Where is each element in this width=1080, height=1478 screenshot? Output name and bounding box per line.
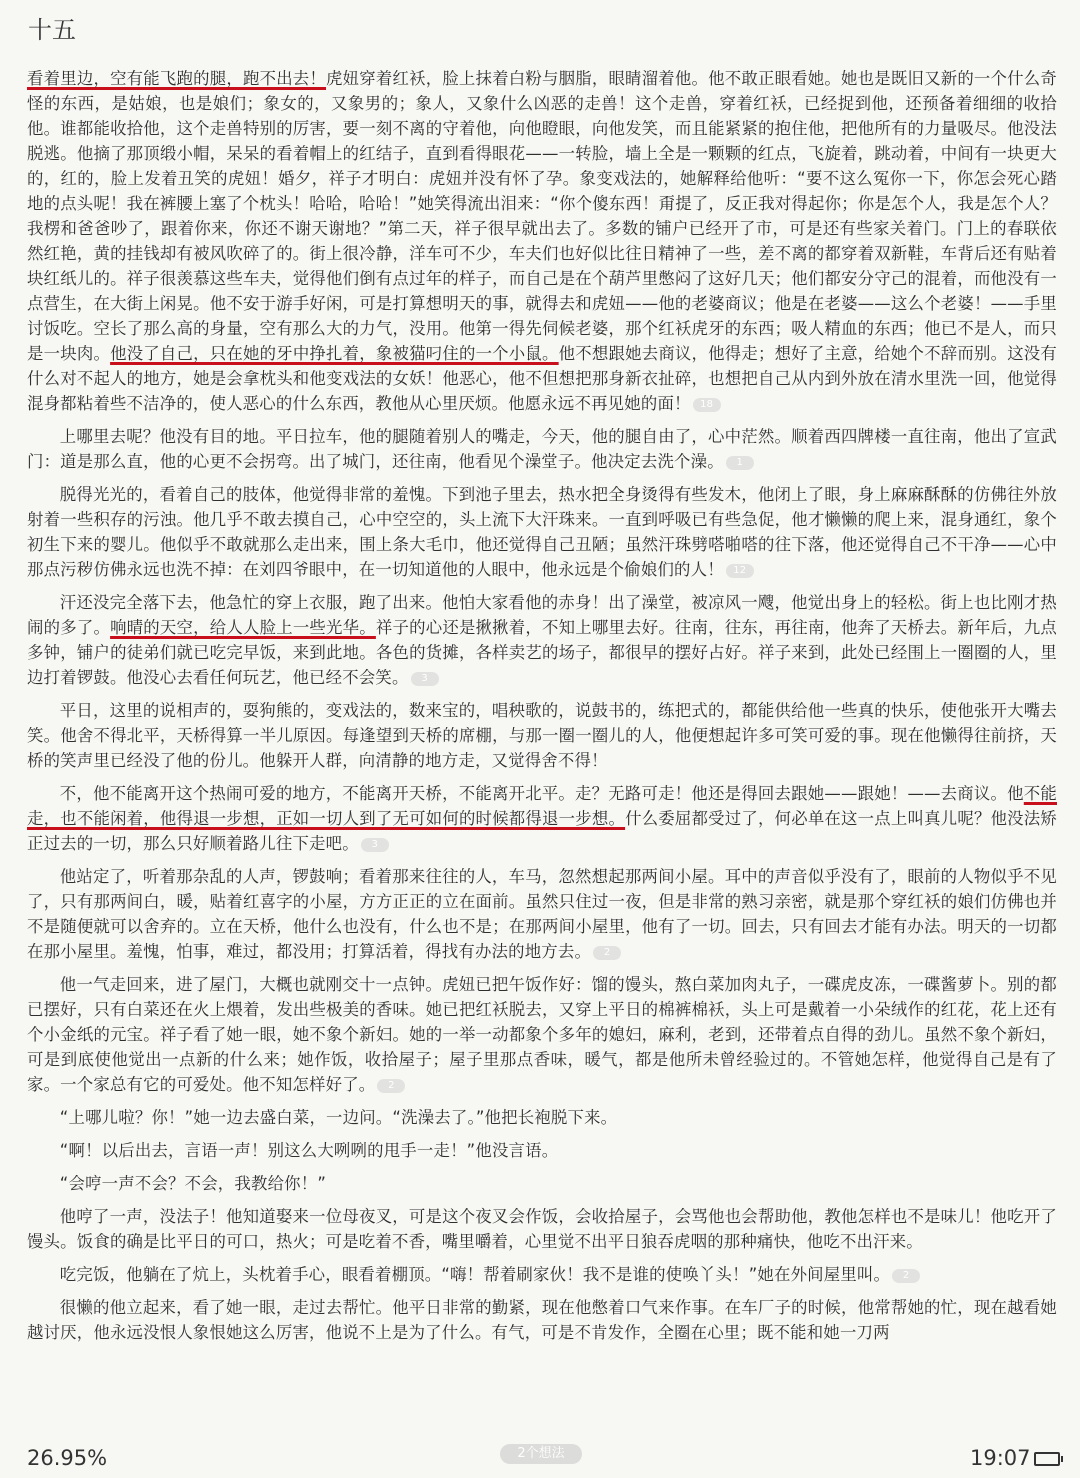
paragraph[interactable] bbox=[27, 1138, 1057, 1163]
status-footer bbox=[0, 1440, 1080, 1478]
paragraph-idea-count[interactable]: 18 bbox=[693, 398, 721, 412]
reading-area[interactable] bbox=[27, 66, 1057, 1406]
paragraph-idea-count[interactable]: 2 bbox=[377, 1079, 405, 1093]
paragraph-text: 他不想跟她去商议，他得走；想好了主意，给她个不辞而别。这没有什么对不起人的地方，她是会拿枕头和他变戏法的女妖！他恶心，他不但想把那身新衣扯碎，也想把自己从内到外放在清水里洗一回，他觉得混身都粘着些不洁净的，使人恶心的什么东西，教他从心里厌烦。他愿永远不再见她的面！ bbox=[27, 344, 1057, 413]
reading-progress: 26.95% bbox=[27, 1446, 108, 1470]
paragraph-idea-count[interactable]: 1 bbox=[726, 456, 754, 470]
paragraph-idea-count[interactable]: 12 bbox=[726, 564, 754, 578]
paragraph-idea-count[interactable]: 3 bbox=[411, 672, 439, 686]
paragraph-text: 什么委屈都受过了，何必单在这一点上叫真儿呢？他没法矫正过去的一切，那么只好顺着路儿往下走吧。 bbox=[27, 809, 1057, 853]
paragraph-text: 汗还没完全落下去，他急忙的穿上衣服，跑了出来。他怕大家看他的赤身！出了澡堂，被凉风一飕，他觉出身上的轻松。街上也比刚才热闹的多了。 bbox=[27, 593, 1057, 637]
paragraph[interactable] bbox=[27, 66, 1057, 416]
paragraph[interactable] bbox=[27, 1171, 1057, 1196]
paragraph-text: 很懒的他立起来，看了她一眼，走过去帮忙。他平日非常的勤紧，现在他憋着口气来作事。在车厂子的时候，他常帮她的忙，现在越看她越讨厌，他永远没恨人象恨她这么厉害，他说不上是为了什么。有气，可是不肯发作，全圈在心里；既不能和她一刀两 bbox=[27, 1298, 1057, 1342]
paragraph-text: “啊！以后出去，言语一声！别这么大咧咧的甩手一走！”他没言语。 bbox=[59, 1141, 559, 1160]
clock: 19:07 bbox=[970, 1446, 1031, 1470]
paragraph[interactable] bbox=[27, 698, 1057, 773]
paragraph[interactable] bbox=[27, 424, 1057, 474]
paragraph-text: 他站定了，听着那杂乱的人声，锣鼓响；看着那来往往的人，车马，忽然想起那两间小屋。耳中的声音似乎没有了，眼前的人物似乎不见了，只有那两间白，暖，贴着红喜字的小屋，方方正正的立在面前。虽然只住过一夜，但是非常的熟习亲密，就是那个穿红袄的娘们仿佛也并不是随便就可以舍弃的。立在天桥，他什么也没有，什么也不是；在那两间小屋里，他有了一切。回去，只有回去才能有办法。明天的一切都在那小屋里。羞愧，怕事，难过，都没用；打算活着，得找有办法的地方去。 bbox=[27, 867, 1057, 961]
battery-icon bbox=[1034, 1452, 1060, 1466]
paragraph[interactable] bbox=[27, 1262, 1057, 1287]
paragraph-text: 他哼了一声，没法子！他知道娶来一位母夜叉，可是这个夜叉会作饭，会收拾屋子，会骂他也会帮助他，教他怎样也不是味儿！他吃开了馒头。饭食的确是比平日的可口，热火；可是吃着不香，嘴里嚼着，心里觉不出平日狼吞虎咽的那种痛快，他吃不出汗来。 bbox=[27, 1207, 1057, 1251]
paragraph-idea-count[interactable]: 2 bbox=[593, 946, 621, 960]
paragraph-text: 他一气走回来，进了屋门，大概也就刚交十一点钟。虎妞已把午饭作好：馏的馒头，熬白菜加肉丸子，一碟虎皮冻，一碟酱萝卜。别的都已摆好，只有白菜还在火上煨着，发出些极美的香味。她已把红袄脱去，又穿上平日的棉裤棉袄，头上可是戴着一小朵绒作的红花，花上还有个小金纸的元宝。祥子看了她一眼，她不象个新妇。她的一举一动都象个多年的媳妇，麻利，老到，还带着点自得的劲儿。虽然不象个新妇，可是到底使他觉出一点新的什么来；她作饭，收拾屋子；屋子里那点香味，暖气，都是他所未曾经验过的。不管她怎样，他觉得自己是有了家。一个家总有它的可爱处。他不知怎样好了。 bbox=[27, 975, 1057, 1094]
paragraph[interactable] bbox=[27, 864, 1057, 964]
paragraph-text: 祥子的心还是揪揪着，不知上哪里去好。往南，往东，再往南，他奔了天桥去。新年后，九点多钟，铺户的徒弟们就已吃完早饭，来到此地。各色的货摊，各样卖艺的场子，都很早的摆好占好。祥子来到，此处已经围上一圈圈的人，里边打着锣鼓。他没心去看任何玩艺，他已经不会笑。 bbox=[27, 618, 1057, 687]
paragraph-text: 不，他不能离开这个热闹可爱的地方，不能离开天桥，不能离开北平。走？无路可走！他还是得回去跟她——跟她！——去商议。他 bbox=[59, 784, 1024, 803]
highlighted-text[interactable]: 不能走，也不能闲着，他得退一步想，正如一切人到了无可如何的时候都得退一步想。 bbox=[27, 784, 1057, 828]
paragraph[interactable] bbox=[27, 1105, 1057, 1130]
highlighted-text[interactable]: 他没了自己，只在她的牙中挣扎着，象被猫叼住的一个小鼠。 bbox=[110, 344, 559, 363]
highlighted-text[interactable]: 响晴的天空，给人人脸上一些光华。 bbox=[110, 618, 376, 637]
paragraph[interactable] bbox=[27, 781, 1057, 856]
chapter-title: 十五 bbox=[28, 16, 76, 44]
paragraph[interactable] bbox=[27, 972, 1057, 1097]
paragraph[interactable] bbox=[27, 1295, 1057, 1345]
paragraph-text: 虎妞穿着红袄，脸上抹着白粉与胭脂，眼睛溜着他。他不敢正眼看她。她也是既旧又新的一个什么奇怪的东西，是姑娘，也是娘们；象女的，又象男的；象人，又象什么凶恶的走兽！这个走兽，穿着红袄，已经捉到他，还预备着细细的收拾他。谁都能收拾他，这个走兽特别的厉害，要一刻不离的守着他，向他瞪眼，向他发笑，而且能紧紧的抱住他，把他所有的力量吸尽。他没法脱逃。他摘了那顶缎小帽，呆呆的看着帽上的红结子，直到看得眼花——一转脸，墙上全是一颗颗的红点，飞旋着，跳动着，中间有一块更大的，红的，脸上发着丑笑的虎妞！婚夕，祥子才明白：虎妞并没有怀了孕。象变戏法的，她解释给他听：“要不这么冤你一下，你怎会死心踏地的点头呢！我在裤腰上塞了个枕头！哈哈，哈哈！”她笑得流出泪来：“你个傻东西！甭提了，反正我对得起你；你是怎个人，我是怎个人？我楞和爸爸吵了，跟着你来，你还不谢天谢地？”第二天，祥子很早就出去了。多数的铺户已经开了市，可是还有些家关着门。门上的春联依然红艳，黄的挂钱却有被风吹碎了的。街上很冷静，洋车可不少，车夫们也好似比往日精神了一些，差不离的都穿着双新鞋，车背后还有贴着块红纸儿的。祥子很羡慕这些车夫，觉得他们倒有点过年的样子，而自己是在个葫芦里憋闷了这好几天；他们都安分守己的混着，而他没有一点营生，在大街上闲晃。他不安于游手好闲，可是打算想明天的事，就得去和虎妞——他的老婆商议；他是在老婆——这么个老婆！——手里讨饭吃。空长了那么高的身量，空有那么大的力气，没用。他第一得先伺候老婆，那个红袄虎牙的东西；吸人精血的东西；他已不是人，而只是一块肉。 bbox=[27, 69, 1057, 363]
paragraph-text: 上哪里去呢？他没有目的地。平日拉车，他的腿随着别人的嘴走，今天，他的腿自由了，心中茫然。顺着西四牌楼一直往南，他出了宣武门：道是那么直，他的心更不会拐弯。出了城门，还往南，他看见个澡堂子。他决定去洗个澡。 bbox=[27, 427, 1057, 471]
paragraph-text: “上哪儿啦？你！”她一边去盛白菜，一边问。“洗澡去了。”他把长袍脱下来。 bbox=[59, 1108, 618, 1127]
paragraph-idea-count[interactable]: 2 bbox=[892, 1269, 920, 1283]
paragraph-text: 平日，这里的说相声的，耍狗熊的，变戏法的，数来宝的，唱秧歌的，说鼓书的，练把式的，都能供给他一些真的快乐，使他张开大嘴去笑。他舍不得北平，天桥得算一半儿原因。每逢望到天桥的席棚，与那一圈一圈儿的人，他便想起许多可笑可爱的事。现在他懒得往前挤，天桥的笑声里已经没了他的份儿。他躲开人群，向清静的地方走，又觉得舍不得！ bbox=[27, 701, 1057, 770]
paragraph-text: “会哼一声不会？不会，我教给你！” bbox=[59, 1174, 327, 1193]
paragraph[interactable] bbox=[27, 590, 1057, 690]
paragraph[interactable] bbox=[27, 482, 1057, 582]
paragraph-text: 吃完饭，他躺在了炕上，头枕着手心，眼看着棚顶。“嗨！帮着刷家伙！我不是谁的使唤丫头！”她在外间屋里叫。 bbox=[59, 1265, 891, 1284]
paragraph-text: 脱得光光的，看着自己的肢体，他觉得非常的羞愧。下到池子里去，热水把全身烫得有些发木，他闭上了眼，身上麻麻酥酥的仿佛往外放射着一些积存的污浊。他几乎不敢去摸自己，心中空空的，头上流下大汗珠来。一直到呼吸已有些急促，他才懒懒的爬上来，混身通红，象个初生下来的婴儿。他似乎不敢就那么走出来，围上条大毛巾，他还觉得自己丑陋；虽然汗珠劈嗒啪嗒的往下落，他还觉得自己不干净——心中那点污秽仿佛永远也洗不掉：在刘四爷眼中，在一切知道他的人眼中，他永远是个偷娘们的人！ bbox=[27, 485, 1057, 579]
highlighted-text[interactable]: 看着里边，空有能飞跑的腿，跑不出去！ bbox=[27, 69, 327, 88]
paragraph[interactable] bbox=[27, 1204, 1057, 1254]
ideas-button[interactable]: 2个想法 bbox=[500, 1444, 582, 1464]
paragraph-idea-count[interactable]: 3 bbox=[361, 838, 389, 852]
